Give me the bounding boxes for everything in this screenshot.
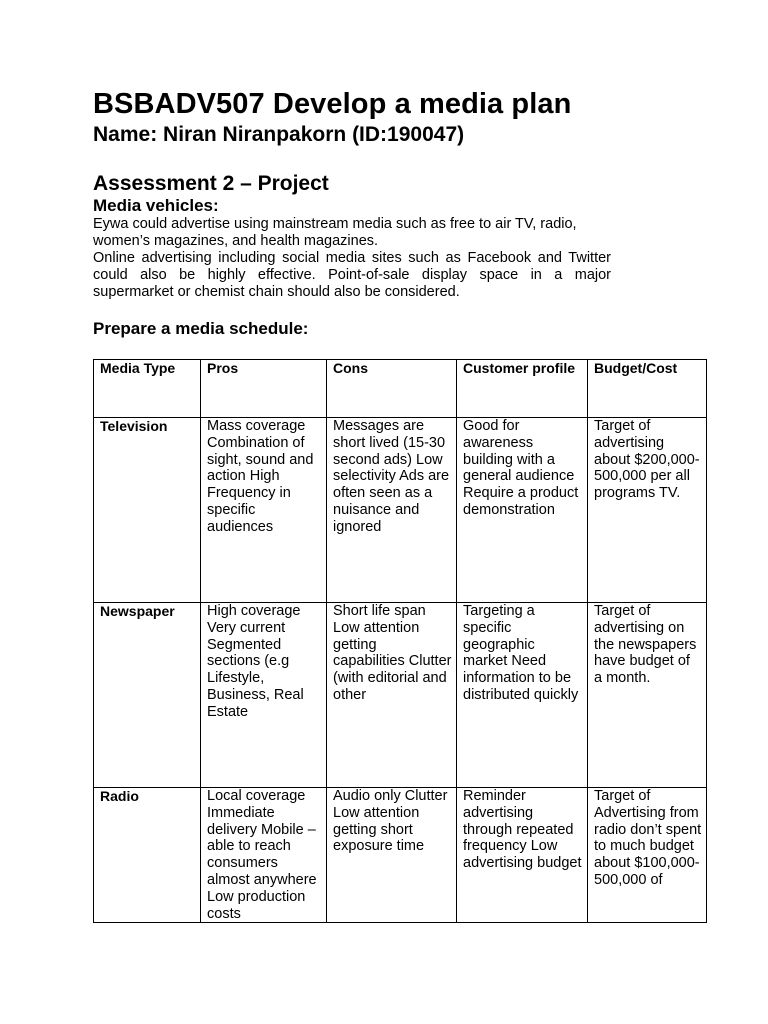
cell-budget: Target of advertising about $200,000-500,000 per all programs TV. (588, 418, 707, 603)
cell-media-type: Radio (94, 788, 201, 923)
header-customer-profile: Customer profile (457, 360, 588, 418)
media-vehicles-paragraph-2: Online advertising including social media sites such as Facebook and Twitter could also be highly effective. Point-of-sale display space in a major supermarket or chemist chain should also be considered. (93, 250, 611, 300)
table-header-row (94, 360, 707, 418)
assessment-heading: Assessment 2 – Project (93, 172, 329, 195)
media-schedule-heading: Prepare a media schedule: (93, 319, 309, 338)
cell-customer-profile: Good for awareness building with a general audience Require a product demonstration (457, 418, 588, 603)
table-row (94, 603, 707, 788)
media-vehicles-paragraph-1: Eywa could advertise using mainstream media such as free to air TV, radio, women’s magazines, and health magazines. (93, 216, 577, 249)
header-media-type: Media Type (94, 360, 201, 418)
cell-budget: Target of Advertising from radio don’t spent to much budget about $100,000-500,000 of (588, 788, 707, 923)
cell-cons: Messages are short lived (15-30 second ads) Low selectivity Ads are often seen as a nuisance and ignored (327, 418, 457, 603)
cell-budget: Target of advertising on the newspapers have budget of a month. (588, 603, 707, 788)
header-pros: Pros (201, 360, 327, 418)
header-budget-cost: Budget/Cost (588, 360, 707, 418)
header-cons: Cons (327, 360, 457, 418)
document-title: BSBADV507 Develop a media plan (93, 88, 572, 120)
cell-cons: Audio only Clutter Low attention getting short exposure time (327, 788, 457, 923)
cell-media-type: Newspaper (94, 603, 201, 788)
cell-pros: High coverage Very current Segmented sections (e.g Lifestyle, Business, Real Estate (201, 603, 327, 788)
cell-pros: Mass coverage Combination of sight, sound and action High Frequency in specific audiences (201, 418, 327, 603)
cell-media-type: Television (94, 418, 201, 603)
table-row (94, 418, 707, 603)
media-schedule-table (93, 359, 707, 923)
cell-pros: Local coverage Immediate delivery Mobile – able to reach consumers almost anywhere Low production costs (201, 788, 327, 923)
table-row (94, 788, 707, 923)
cell-cons: Short life span Low attention getting capabilities Clutter (with editorial and other (327, 603, 457, 788)
cell-customer-profile: Reminder advertising through repeated frequency Low advertising budget (457, 788, 588, 923)
cell-customer-profile: Targeting a specific geographic market Need information to be distributed quickly (457, 603, 588, 788)
media-vehicles-heading: Media vehicles: (93, 196, 219, 215)
student-name: Name: Niran Niranpakorn (ID:190047) (93, 123, 465, 146)
